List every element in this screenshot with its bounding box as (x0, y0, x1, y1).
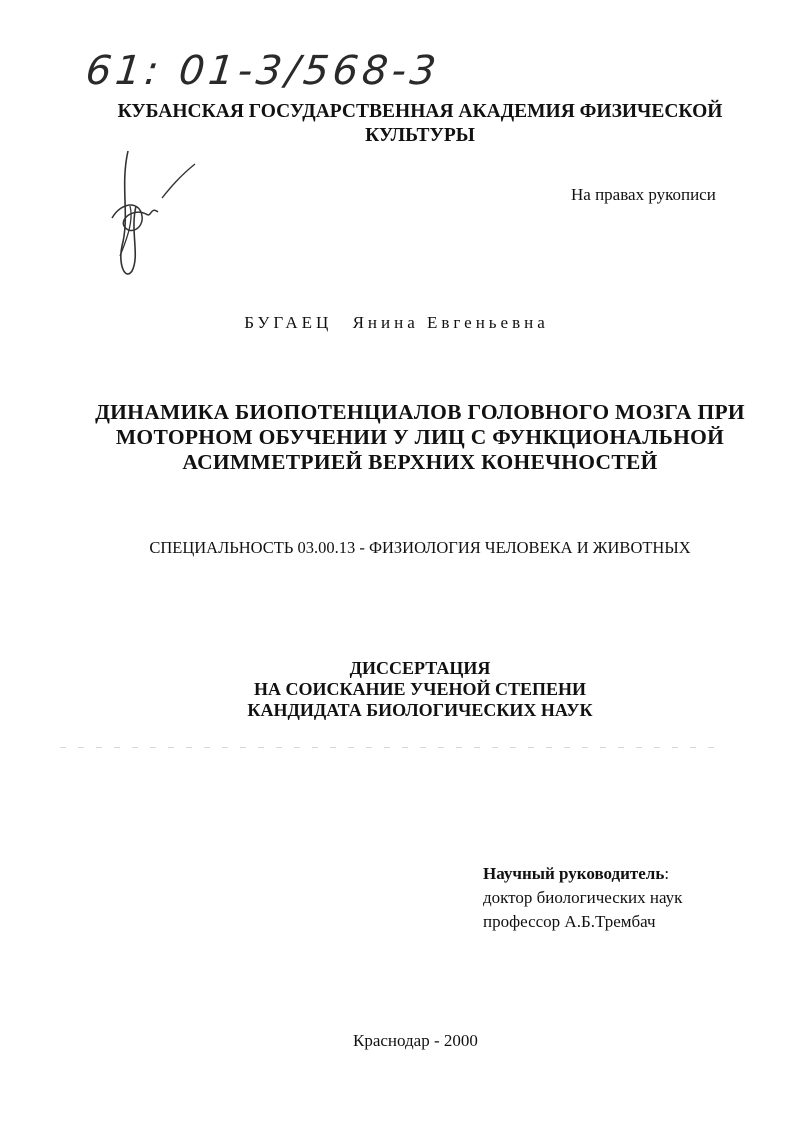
degree-name: КАНДИДАТА БИОЛОГИЧЕСКИХ НАУК (247, 700, 593, 720)
specialty-line: СПЕЦИАЛЬНОСТЬ 03.00.13 - ФИЗИОЛОГИЯ ЧЕЛОВЕКА И ЖИВОТНЫХ (149, 538, 691, 557)
advisor-heading: Научный руководитель (483, 864, 665, 883)
dissertation-title: ДИНАМИКА БИОПОТЕНЦИАЛОВ ГОЛОВНОГО МОЗГА ПРИ МОТОРНОМ ОБУЧЕНИИ У ЛИЦ С ФУНКЦИОНАЛЬНОЙ АСИММЕТРИЕЙ ВЕРХНИХ КОНЕЧНОСТЕЙ (95, 400, 745, 474)
city-year: Краснодар - 2000 (353, 1031, 478, 1050)
manuscript-rights-note: На правах рукописи (571, 185, 716, 204)
author-name (0, 313, 793, 333)
scan-artifact-divider (60, 747, 720, 748)
dissertation-label: ДИССЕРТАЦИЯ (349, 658, 491, 678)
degree-purpose: НА СОИСКАНИЕ УЧЕНОЙ СТЕПЕНИ (253, 679, 586, 699)
handwritten-signature (100, 146, 210, 286)
author-surname: БУГАЕЦ (244, 313, 333, 332)
dissertation-type-block (120, 658, 720, 721)
handwritten-registry-number: 61: 01-3/568-3 (83, 48, 442, 94)
advisor-name: профессор А.Б.Трембач (483, 912, 656, 931)
institution-name: КУБАНСКАЯ ГОСУДАРСТВЕННАЯ АКАДЕМИЯ ФИЗИЧЕСКОЙ КУЛЬТУРЫ (117, 101, 723, 146)
advisor-degree: доктор биологических наук (483, 888, 683, 907)
scientific-advisor-block: Научный руководитель: доктор биологических наук профессор А.Б.Трембач (483, 862, 682, 934)
author-given-names: Янина Евгеньевна (352, 313, 549, 332)
